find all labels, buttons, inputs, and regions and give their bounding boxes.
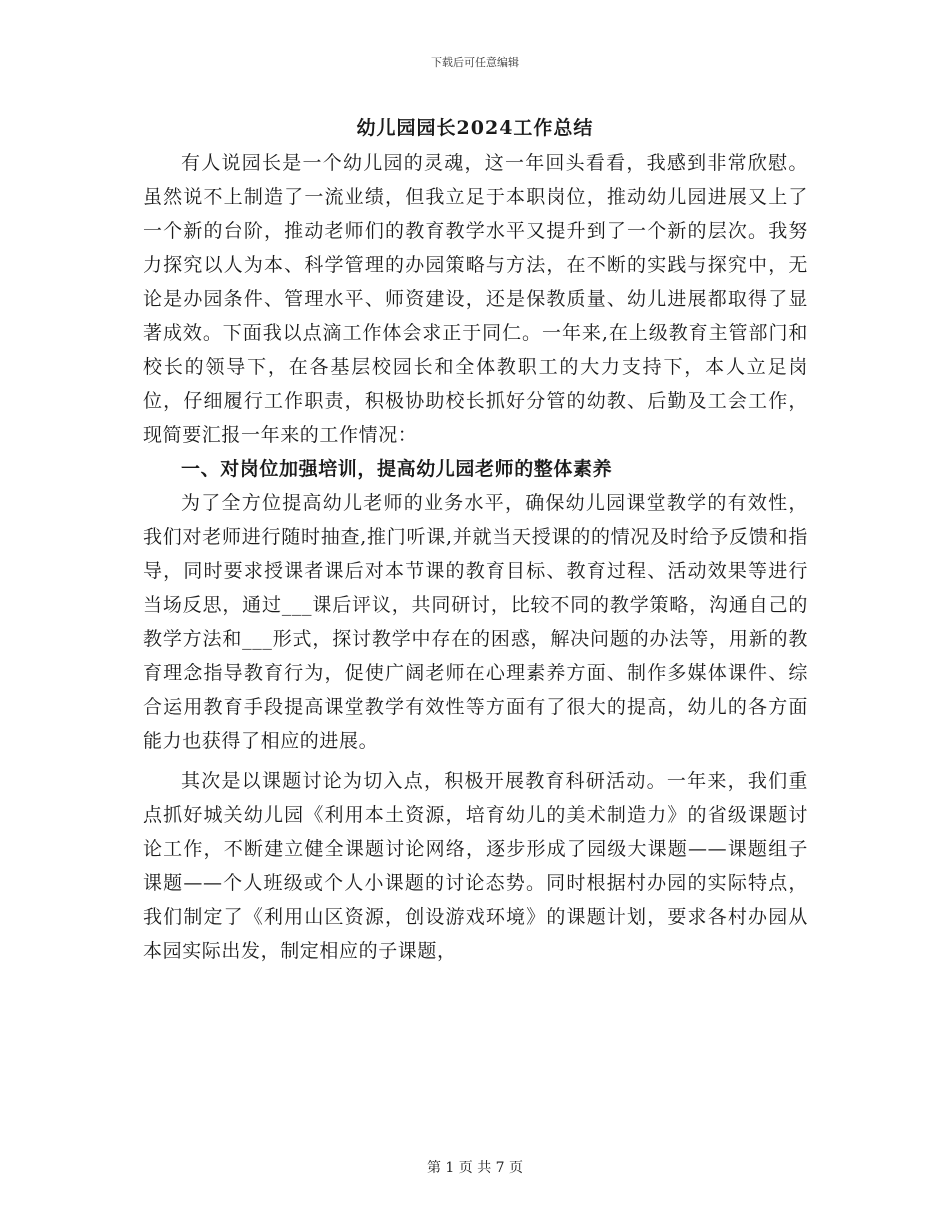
page-number: 第 1 页 共 7 页 <box>426 1160 524 1176</box>
paragraph-training: 为了全方位提高幼儿老师的业务水平，确保幼儿园课堂教学的有效性，我们对老师进行随时抽查,推门听课,并就当天授课的的情况及时给予反馈和指导，同时要求授课者课后对本节课的教育目标、教育过程、活动效果等进行当场反思，通过___课后评议，共同研讨，比较不同的教学策略，沟通自己的教学方法和___形式，探讨教学中存在的困惑，解决问题的办法等，用新的教育理念指导教育行为，促使广阔老师在心理素养方面、制作多媒体课件、综合运用教育手段提高课堂教学有效性等方面有了很大的提高，幼儿的各方面能力也获得了相应的进展。 <box>143 492 808 752</box>
document-title: 幼儿园园长2024工作总结 <box>356 117 594 139</box>
paragraph-intro: 有人说园长是一个幼儿园的灵魂，这一年回头看看，我感到非常欣慰。虽然说不上制造了一流业绩，但我立足于本职岗位，推动幼儿园进展又上了一个新的台阶，推动老师们的教育教学水平又提升到了一个新的层次。我努力探究以人为本、科学管理的办园策略与方法，在不断的实践与探究中，无论是办园条件、管理水平、师资建设，还是保教质量、幼儿进展都取得了显著成效。下面我以点滴工作体会求正于同仁。一年来,在上级教育主管部门和校长的领导下，在各基层校园长和全体教职工的大力支持下，本人立足岗位，仔细履行工作职责，积极协助校长抓好分管的幼教、后勤及工会工作，现简要汇报一年来的工作情况： <box>143 152 808 446</box>
paragraph-research: 其次是以课题讨论为切入点，积极开展教育科研活动。一年来，我们重点抓好城关幼儿园《利用本土资源，培育幼儿的美术制造力》的省级课题讨论工作，不断建立健全课题讨论网络，逐步形成了园级大课题——课题组子课题——个人班级或个人小课题的讨论态势。同时根据村办园的实际特点，我们制定了《利用山区资源，创设游戏环境》的课题计划，要求各村办园从本园实际出发，制定相应的子课题， <box>143 770 808 962</box>
section-heading-1: 一、对岗位加强培训，提高幼儿园老师的整体素养 <box>181 458 613 480</box>
document-body <box>143 146 808 968</box>
header-note: 下载后可任意编辑 <box>431 56 519 69</box>
